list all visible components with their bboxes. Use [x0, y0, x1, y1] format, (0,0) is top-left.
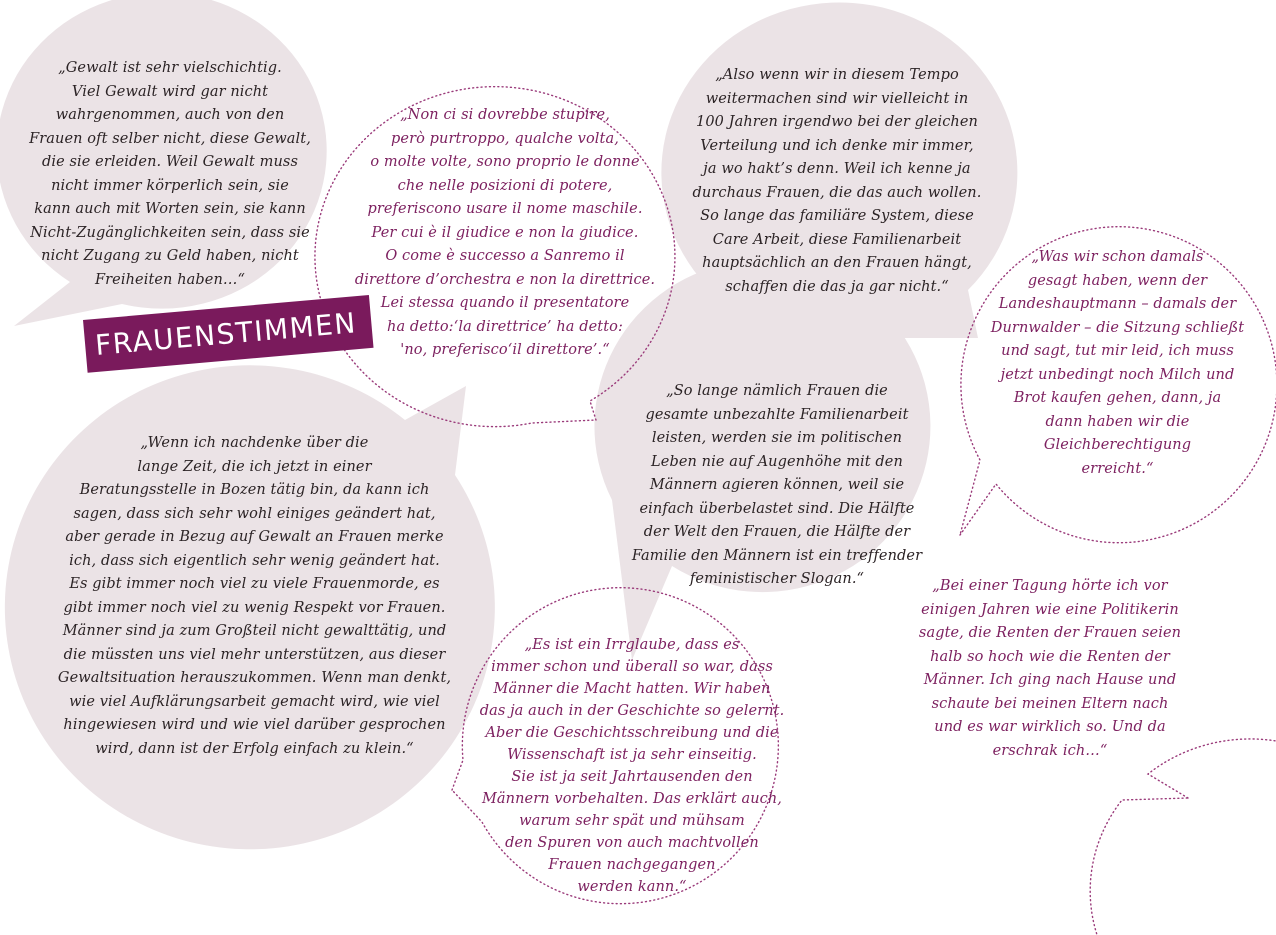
- banner-title: FRAUENSTIMMEN: [93, 306, 359, 362]
- quote-beratungsstelle: „Wenn ich nachdenke über die lange Zeit, die ich jetzt in einer Beratungsstelle in Bozen tätig bin, da kann ich sagen, dass sich sehr wohl einiges geändert hat, aber gerade in Bezug auf Gewalt an Frauen merke ich, dass sich eigentlich sehr wenig geändert hat. Es gibt immer noch viel zu viele Frauenmorde, es gibt immer noch viel zu wenig Respekt vor Frauen. Männer sind ja zum Großteil nicht gewalttätig, und die müssten uns viel mehr unterstützen, aus dieser Gewaltsituation herauszukommen. Wenn man denkt, wie viel Aufklärungsarbeit gemacht wird, wie viel hingewiesen wird und wie viel darüber gesprochen wird, dann ist der Erfolg einfach zu klein.“: [57, 435, 452, 757]
- quote-gewalt-vielschichtig: „Gewalt ist sehr vielschichtig. Viel Gewalt wird gar nicht wahrgenommen, auch von den Frauen oft selber nicht, diese Gewalt, die sie erleiden. Weil Gewalt muss nicht immer körperlich sein, sie kann auch mit Worten sein, sie kann Nicht-Zugänglichkeiten sein, dass sie nicht Zugang zu Geld haben, nicht Freiheiten haben…“: [29, 60, 311, 288]
- quote-landeshauptmann: „Was wir schon damals gesagt haben, wenn der Landeshauptmann – damals der Durnwalder – die Sitzung schließt und sagt, tut mir leid, ich muss jetzt unbedingt noch Milch und Brot kaufen gehen, dann, ja dann haben wir die Gleichberechtigung erreicht.“: [990, 249, 1245, 477]
- quote-renten: „Bei einer Tagung hörte ich vor einigen Jahren wie eine Politikerin sagte, die Renten der Frauen seien halb so hoch wie die Renten der Männer. Ich ging nach Hause und schaute bei meinen Eltern nach und es war wirklich so. Und da erschrak ich…“: [918, 578, 1182, 759]
- bubble-renten: [1090, 739, 1276, 935]
- quote-tempo-100-jahren: „Also wenn wir in diesem Tempo weitermachen sind wir vielleicht in 100 Jahren irgendwo bei der gleichen Verteilung und ich denke mir immer, ja wo hakt’s denn. Weil ich kenne ja durchaus Frauen, die das auch wollen. So lange das familiäre System, diese Care Arbeit, diese Familienarbeit hauptsächlich an den Frauen hängt, schaffen die das ja gar nicht.“: [692, 67, 982, 295]
- quote-familienarbeit: „So lange nämlich Frauen die gesamte unbezahlte Familienarbeit leisten, werden sie im politischen Leben nie auf Augenhöhe mit den Männern agieren können, weil sie einfach überbelastet sind. Die Hälfte der Welt den Frauen, die Hälfte der Familie den Männern ist ein treffender feministischer Slogan.“: [631, 383, 923, 587]
- quote-irrglaube: „Es ist ein Irrglaube, dass es immer schon und überall so war, dass Männer die Macht hatten. Wir haben das ja auch in der Geschichte so gelernt. Aber die Geschichtsschreibung und die Wissenschaft ist ja sehr einseitig. Sie ist ja seit Jahrtausenden den Männern vorbehalten. Das erklärt auch, warum sehr spät und mühsam den Spuren von auch machtvollen Frauen nachgegangen werden kann.“: [479, 637, 785, 895]
- quote-non-ci-si-dovrebbe: „Non ci si dovrebbe stupire, però purtroppo, qualche volta, o molte volte, sono proprio le donne che nelle posizioni di potere, preferiscono usare il nome maschile. Per cui è il giudice e non la giudice. O come è successo a Sanremo il direttore d’orchestra e non la direttrice. Lei stessa quando il presentatore ha detto:‘la direttrice’ ha detto: 'no, preferisco‘il direttore’.“: [354, 107, 656, 358]
